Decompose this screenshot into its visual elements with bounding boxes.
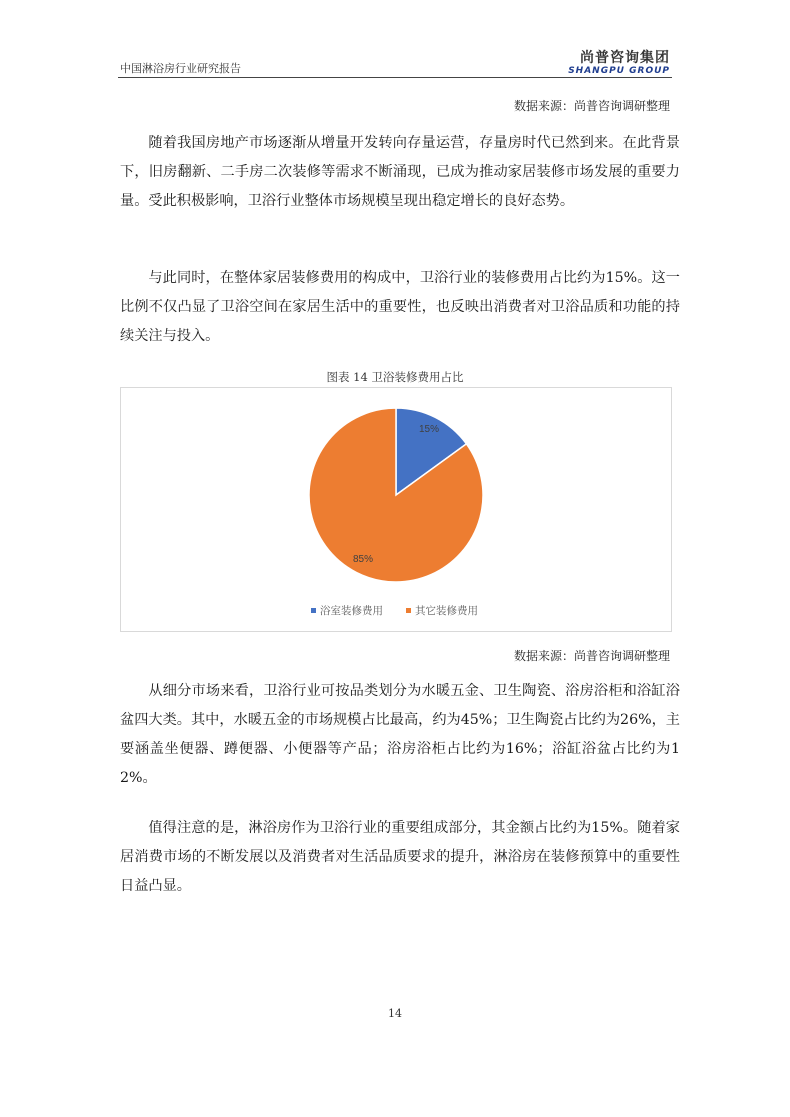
- paragraph-2: 与此同时，在整体家居装修费用的构成中，卫浴行业的装修费用占比约为15%。这一比例不仅凸显了卫浴空间在家居生活中的重要性，也反映出消费者对卫浴品质和功能的持续关注与投入。: [120, 270, 680, 344]
- pie-data-label-2: 85%: [352, 554, 374, 565]
- data-source-bottom: 数据来源：尚普咨询调研整理: [513, 649, 670, 663]
- legend-label-1: 浴室装修费用: [320, 605, 383, 617]
- legend-swatch-2: [406, 608, 411, 613]
- header-divider: [118, 77, 672, 78]
- pie-data-label-1: 15%: [418, 424, 440, 435]
- page-number: 14: [388, 1007, 402, 1020]
- logo-chinese: 尚普咨询集团: [580, 50, 670, 66]
- pie-chart-canvas: [121, 388, 673, 633]
- paragraph-1: 随着我国房地产市场逐渐从增量开发转向存量运营，存量房时代已然到来。在此背景下，旧房翻新、二手房二次装修等需求不断涌现，已成为推动家居装修市场发展的重要力量。受此积极影响，卫浴行业整体市场规模呈现出稳定增长的良好态势。: [120, 135, 680, 209]
- logo-english: SHANGPU GROUP: [568, 66, 670, 76]
- pie-chart: [120, 387, 672, 632]
- paragraph-4: 值得注意的是，淋浴房作为卫浴行业的重要组成部分，其金额占比约为15%。随着家居消费市场的不断发展以及消费者对生活品质要求的提升，淋浴房在装修预算中的重要性日益凸显。: [120, 820, 680, 894]
- report-title: 中国淋浴房行业研究报告: [120, 62, 241, 75]
- company-logo: [560, 50, 670, 76]
- legend-label-2: 其它装修费用: [415, 605, 478, 617]
- paragraph-3: 从细分市场来看，卫浴行业可按品类划分为水暖五金、卫生陶瓷、浴房浴柜和浴缸浴盆四大类。其中，水暖五金的市场规模占比最高，约为45%；卫生陶瓷占比约为26%，主要涵盖坐便器、蹲便器、小便器等产品；浴房浴柜占比约为16%；浴缸浴盆占比约为12%。: [120, 683, 680, 786]
- data-source-top: 数据来源：尚普咨询调研整理: [513, 99, 670, 113]
- figure-caption: 图表 14 卫浴装修费用占比: [326, 370, 464, 384]
- legend-swatch-1: [311, 608, 316, 613]
